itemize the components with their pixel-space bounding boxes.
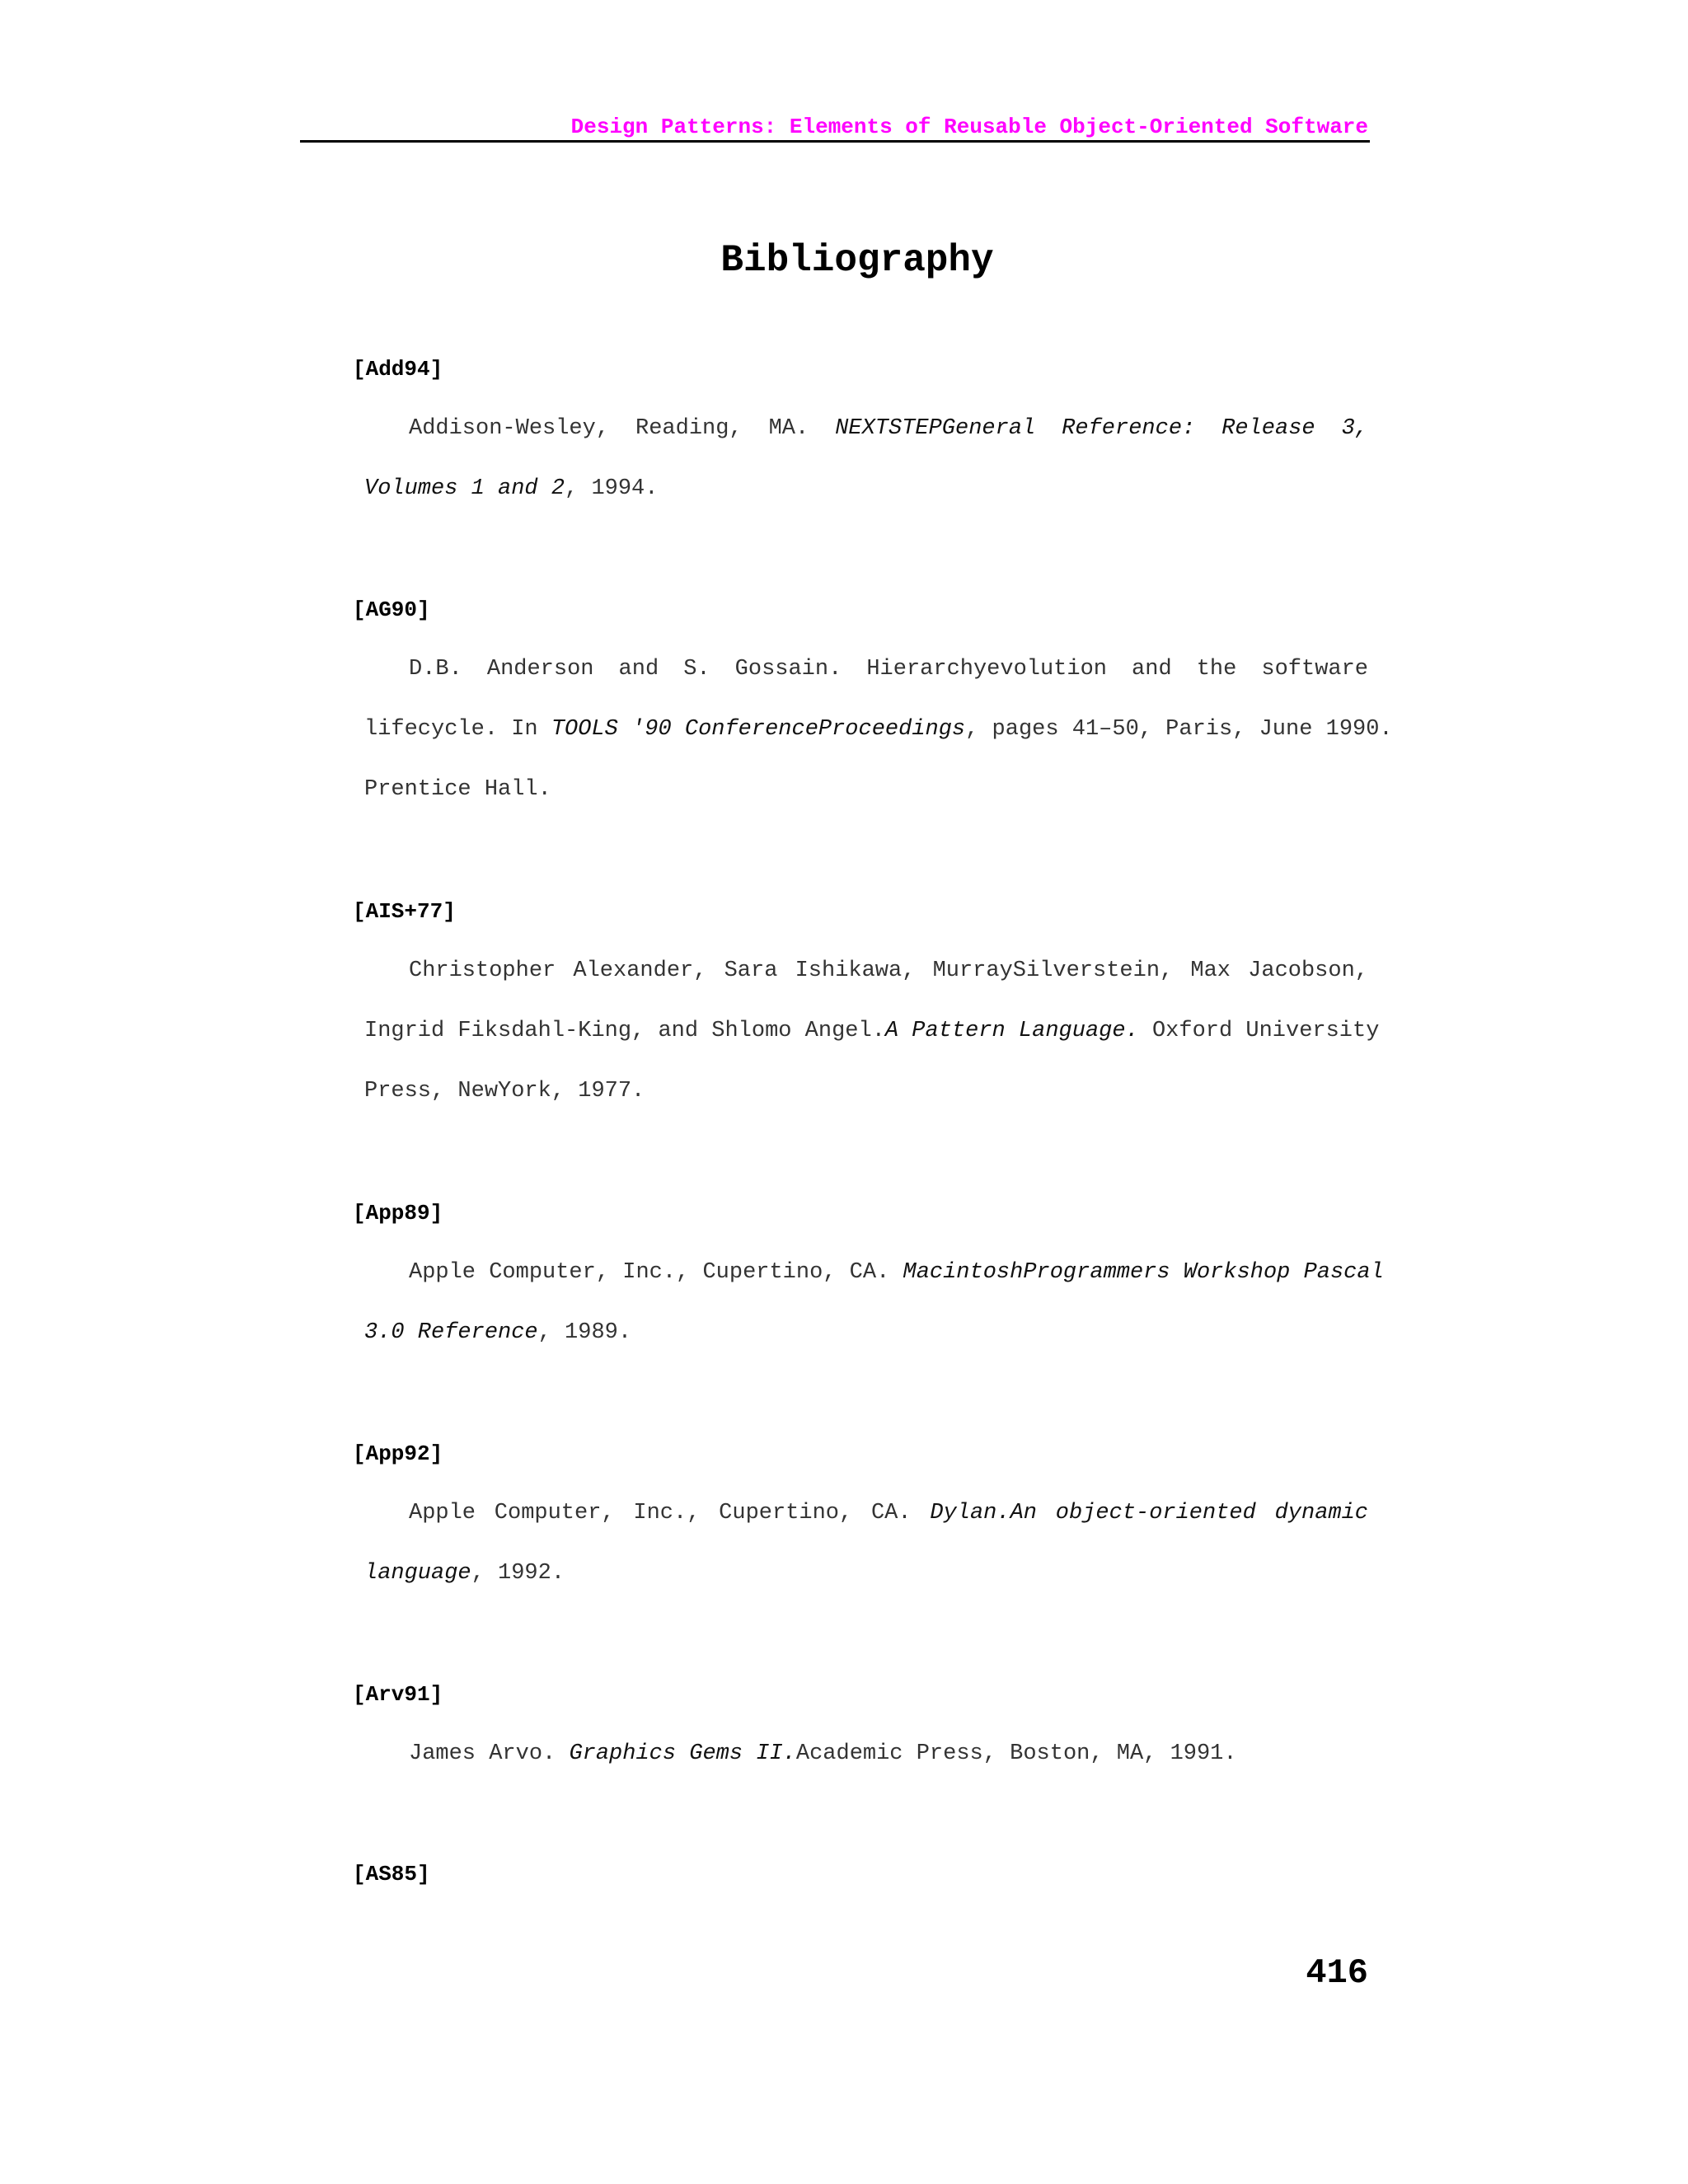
bib-line: lifecycle. In TOOLS '90 ConferenceProceedings, pages 41–50, Paris, June 1990. — [364, 717, 1393, 742]
bib-key: [AIS+77] — [353, 899, 456, 924]
bib-line: language, 1992. — [364, 1561, 565, 1586]
bib-line: Addison-Wesley, Reading, MA. NEXTSTEPGeneral Reference: Release 3, — [409, 416, 1368, 441]
bib-entry-app92 — [353, 1439, 1369, 1586]
running-header: Design Patterns: Elements of Reusable Object-Oriented Software — [570, 115, 1368, 139]
bib-key: [App92] — [353, 1441, 443, 1466]
header-rule — [300, 140, 1370, 143]
bib-line: 3.0 Reference, 1989. — [364, 1320, 632, 1345]
bib-line: Apple Computer, Inc., Cupertino, CA. MacintoshProgrammers Workshop Pascal — [409, 1260, 1384, 1285]
bib-key: [App89] — [353, 1201, 443, 1226]
bib-line: James Arvo. Graphics Gems II.Academic Press, Boston, MA, 1991. — [409, 1741, 1237, 1766]
bib-line: Volumes 1 and 2, 1994. — [364, 476, 659, 501]
page-title: Bibliography — [720, 239, 994, 282]
bib-entry-arv91 — [353, 1680, 1368, 1766]
bib-entry-add94 — [353, 354, 1368, 501]
bib-key: [AS85] — [353, 1862, 430, 1886]
bib-line: Press, NewYork, 1977. — [364, 1079, 645, 1104]
bib-line: D.B. Anderson and S. Gossain. Hierarchyevolution and the software — [409, 657, 1368, 682]
bib-line: Christopher Alexander, Sara Ishikawa, MurraySilverstein, Max Jacobson, — [409, 958, 1368, 983]
bib-entry-ais77 — [353, 897, 1380, 1104]
page-number: 416 — [1306, 1953, 1368, 1993]
bib-line: Ingrid Fiksdahl-King, and Shlomo Angel.A Pattern Language. Oxford University — [364, 1019, 1380, 1043]
bib-line: Prentice Hall. — [364, 777, 551, 802]
bib-entry-as85 — [353, 1859, 1368, 1889]
bib-line: Apple Computer, Inc., Cupertino, CA. Dylan.An object-oriented dynamic — [409, 1501, 1369, 1526]
bib-key: [Add94] — [353, 357, 443, 382]
bib-entry-app89 — [353, 1198, 1384, 1345]
bib-key: [AG90] — [353, 598, 430, 622]
bib-entry-ag90 — [353, 595, 1393, 802]
bib-key: [Arv91] — [353, 1682, 443, 1707]
